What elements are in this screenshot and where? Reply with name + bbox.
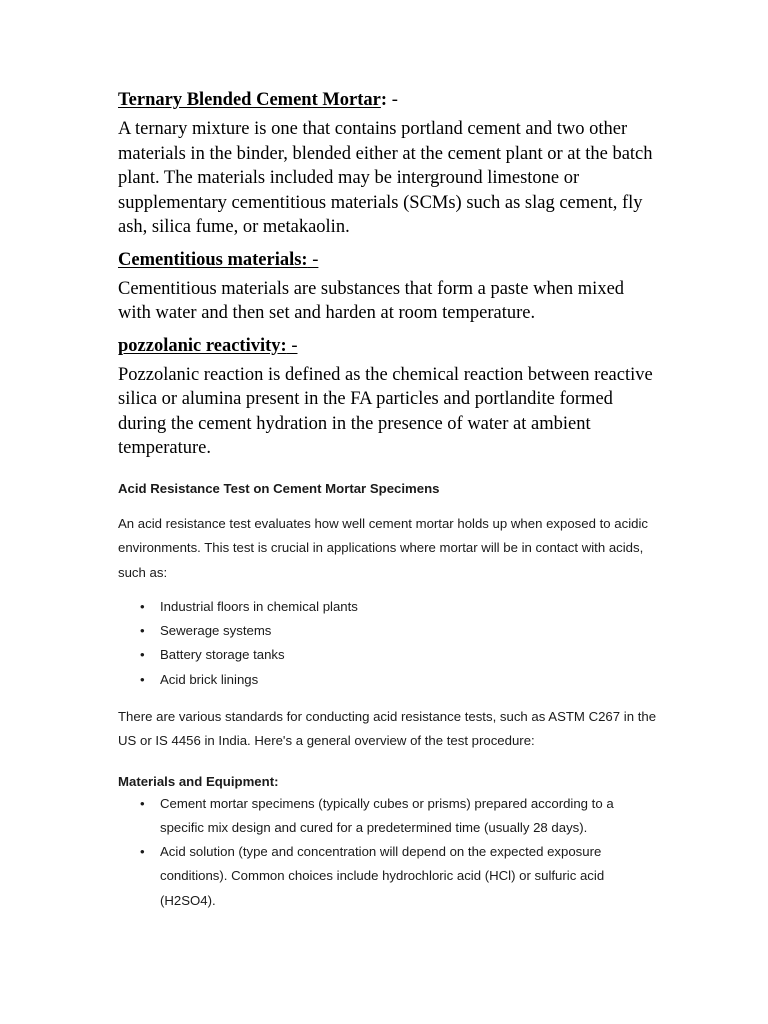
heading-ternary-text: Ternary Blended Cement Mortar [118,90,381,110]
document-page [118,86,658,913]
heading-ternary-dash: - [387,90,398,110]
heading-ternary-colon: : [380,90,388,110]
section-heading-pozzolanic [118,332,658,360]
paragraph-standards: There are various standards for conducting acid resistance tests, such as ASTM C267 in the US or IS 4456 in India. Here's a general overview of the test procedure: [118,708,657,749]
heading-pozzolanic-text: pozzolanic reactivity: [118,335,287,356]
paragraph-cementitious: Cementitious materials are substances that form a paste when mixed with water and then set and harden at room temperature. [118,278,625,323]
bullet-glyph: • [140,795,145,811]
applications-list [118,595,658,692]
list-item-text: Acid solution (type and concentration will depend on the expected exposure conditions). Common choices include hydrochloric acid (HCl) or sulfuric acid (H2SO4). [160,844,605,908]
section-heading-ternary [118,86,658,114]
list-item [140,619,658,643]
paragraph-pozzolanic: Pozzolanic reaction is defined as the chemical reaction between reactive silica or alumina present in the FA particles and portlandite formed during the cement hydration in the presence of water at ambient temperature. [118,364,653,458]
bullet-glyph: • [140,671,145,687]
list-item-text: Sewerage systems [160,623,272,639]
list-item [140,792,658,840]
list-item-text: Industrial floors in chemical plants [160,599,358,614]
materials-list [118,792,658,913]
list-item [140,643,658,667]
list-item [140,840,658,913]
section-heading-materials: Materials and Equipment: [118,773,279,789]
list-item-text: Cement mortar specimens (typically cubes or prisms) prepared according to a specific mix design and cured for a predetermined time (usually 28 days). [160,795,614,836]
section-heading-acid-resistance: Acid Resistance Test on Cement Mortar Specimens [118,480,440,496]
list-item [140,668,658,692]
list-item-text: Battery storage tanks [160,647,285,663]
bullet-glyph: • [140,647,145,663]
heading-cementitious-text: Cementitious materials: [118,249,308,270]
section-heading-cementitious [118,246,658,274]
list-item [140,595,658,619]
bullet-glyph: • [140,599,145,614]
paragraph-acid-intro: An acid resistance test evaluates how well cement mortar holds up when exposed to acidic environments. This test is crucial in applications where mortar will be in contact with acids, such as: [118,515,648,580]
list-item-text: Acid brick linings [160,671,259,687]
heading-pozzolanic-dash: - [286,335,298,356]
bullet-glyph: • [140,844,145,860]
paragraph-ternary: A ternary mixture is one that contains portland cement and two other materials in the binder, blended either at the cement plant or at the batch plant. The materials included may be interground limestone or supplementary cementitious materials (SCMs) such as slag cement, fly ash, silica fume, or metakaolin. [118,119,653,237]
bullet-glyph: • [140,623,145,639]
heading-cementitious-dash: - [307,249,319,270]
